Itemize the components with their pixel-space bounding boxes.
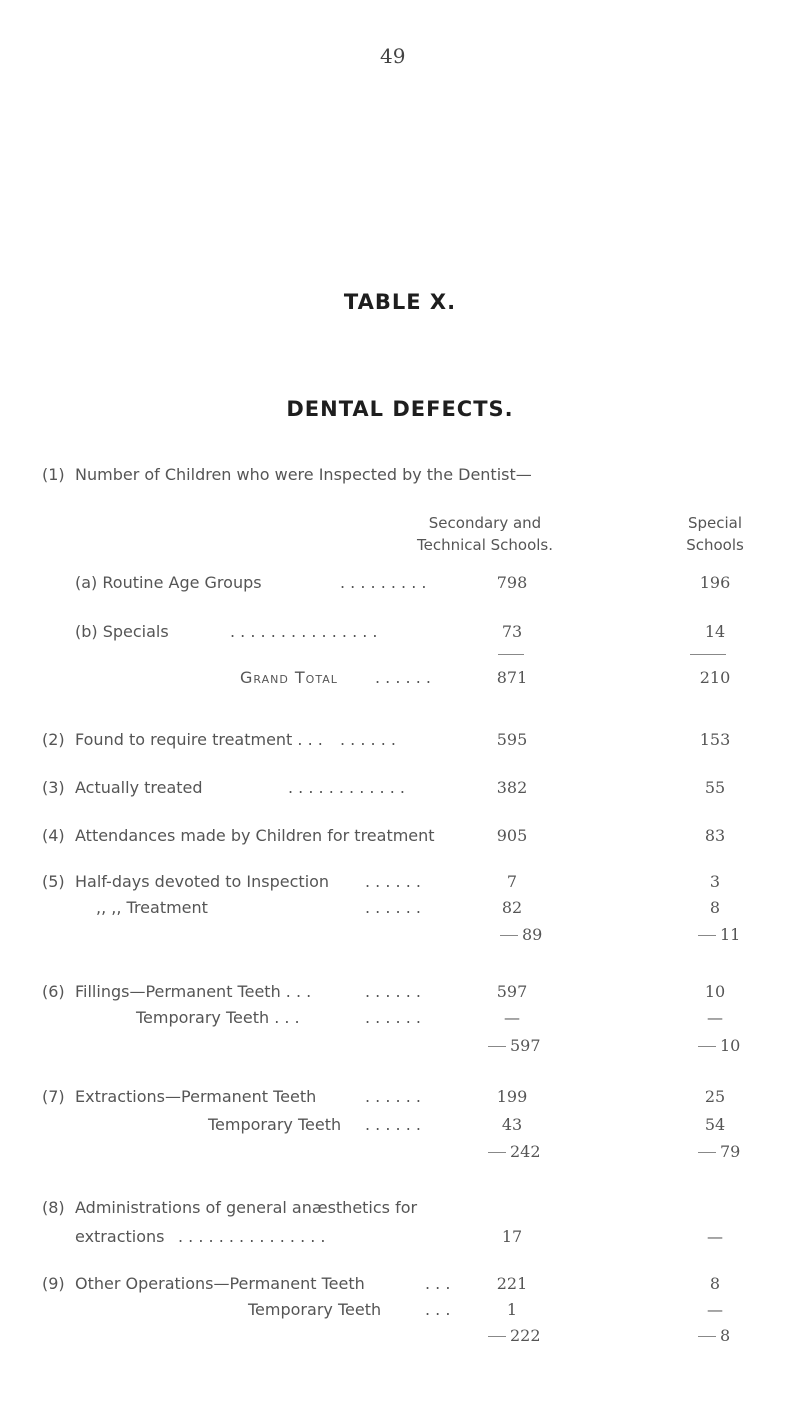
s5-r1-label: Half-days devoted to Inspection — [75, 872, 330, 891]
s6-r1-dots: . . . . . . — [365, 982, 421, 1001]
s9-r1-label: Other Operations—Permanent Teeth — [75, 1274, 365, 1293]
s6-r1-secondary: 597 — [496, 982, 528, 1001]
s5-number: (5) — [42, 872, 65, 891]
s1-total-dots: . . . . . . — [375, 668, 431, 687]
s1-a-dots: . . . . . . . . . — [340, 573, 427, 592]
s8-label-line2: extractions — [75, 1227, 165, 1246]
s2-label: Found to require treatment . . . — [75, 730, 323, 749]
s7-r2-dots: . . . . . . — [365, 1115, 421, 1134]
s1-secondary-sum-rule — [498, 654, 524, 655]
s9-r2-special: — — [707, 1300, 723, 1319]
s3-number: (3) — [42, 778, 65, 797]
s4-special: 83 — [704, 826, 726, 845]
s6-r2-special: — — [707, 1008, 723, 1027]
s7-r1-label: Extractions—Permanent Teeth — [75, 1087, 317, 1106]
s7-r2-label: Temporary Teeth — [208, 1115, 342, 1134]
column-header-special: Special Schools — [686, 514, 744, 554]
s8-dots: . . . . . . . . . . . . . . . — [178, 1227, 326, 1246]
s7-r1-dots: . . . . . . — [365, 1087, 421, 1106]
s1-total-secondary: 871 — [496, 668, 528, 687]
s7-total-secondary: 242 — [488, 1142, 578, 1161]
s6-r1-label: Fillings—Permanent Teeth . . . — [75, 982, 312, 1001]
s1-total-label: Grand Total — [240, 668, 338, 687]
s6-r2-secondary: — — [504, 1008, 520, 1027]
s9-r2-secondary: 1 — [506, 1300, 518, 1319]
s1-b-label: (b) Specials — [75, 622, 169, 641]
s6-total-special: 10 — [698, 1036, 778, 1055]
column-header-secondary: Secondary and Technical Schools. — [416, 514, 554, 554]
table-subtitle: DENTAL DEFECTS. — [286, 397, 514, 421]
s2-secondary: 595 — [496, 730, 528, 749]
s5-r2-secondary: 82 — [501, 898, 523, 917]
s5-total-special: 11 — [698, 925, 778, 944]
s2-number: (2) — [42, 730, 65, 749]
s5-r1-dots: . . . . . . — [365, 872, 421, 891]
s7-r1-special: 25 — [704, 1087, 726, 1106]
s4-number: (4) — [42, 826, 65, 845]
s1-b-dots: . . . . . . . . . . . . . . . — [230, 622, 378, 641]
s9-total-special: 8 — [698, 1326, 778, 1345]
s4-secondary: 905 — [496, 826, 528, 845]
s8-secondary: 17 — [501, 1227, 523, 1246]
s5-r2-special: 8 — [709, 898, 721, 917]
s8-label-line1: Administrations of general anæsthetics for — [75, 1198, 418, 1217]
s9-r1-secondary: 221 — [496, 1274, 528, 1293]
table-title: TABLE X. — [343, 290, 457, 314]
s5-total-secondary: 89 — [500, 925, 580, 944]
s9-r2-label: Temporary Teeth — [248, 1300, 382, 1319]
s1-label: Number of Children who were Inspected by the Dentist— — [75, 465, 532, 484]
s3-label: Actually treated — [75, 778, 203, 797]
s1-a-special: 196 — [699, 573, 731, 592]
s8-special: — — [707, 1227, 723, 1246]
s7-r2-secondary: 43 — [501, 1115, 523, 1134]
s9-r1-special: 8 — [709, 1274, 721, 1293]
s1-a-secondary: 798 — [496, 573, 528, 592]
s1-total-special: 210 — [699, 668, 731, 687]
s7-r1-secondary: 199 — [496, 1087, 528, 1106]
s7-total-special: 79 — [698, 1142, 778, 1161]
s1-b-special: 14 — [704, 622, 726, 641]
s2-dots: . . . . . . — [340, 730, 396, 749]
s1-a-label: (a) Routine Age Groups — [75, 573, 262, 592]
s9-number: (9) — [42, 1274, 65, 1293]
page-number: 49 — [380, 44, 406, 68]
s5-r2-label: ,, ,, Treatment — [96, 898, 208, 917]
s9-total-secondary: 222 — [488, 1326, 578, 1345]
s7-r2-special: 54 — [704, 1115, 726, 1134]
s5-r2-dots: . . . . . . — [365, 898, 421, 917]
s1-b-secondary: 73 — [501, 622, 523, 641]
s3-dots: . . . . . . . . . . . . — [288, 778, 405, 797]
s6-r2-dots: . . . . . . — [365, 1008, 421, 1027]
s5-r1-secondary: 7 — [506, 872, 518, 891]
s4-label: Attendances made by Children for treatment — [75, 826, 435, 845]
s6-r1-special: 10 — [704, 982, 726, 1001]
s6-total-secondary: 597 — [488, 1036, 578, 1055]
s2-special: 153 — [699, 730, 731, 749]
s9-r1-dots: . . . — [425, 1274, 451, 1293]
s9-r2-dots: . . . — [425, 1300, 451, 1319]
s5-r1-special: 3 — [709, 872, 721, 891]
s6-number: (6) — [42, 982, 65, 1001]
s6-r2-label: Temporary Teeth . . . — [136, 1008, 300, 1027]
s8-number: (8) — [42, 1198, 65, 1217]
s3-special: 55 — [704, 778, 726, 797]
s7-number: (7) — [42, 1087, 65, 1106]
s1-special-sum-rule — [690, 654, 726, 655]
s1-number: (1) — [42, 465, 65, 484]
s3-secondary: 382 — [496, 778, 528, 797]
